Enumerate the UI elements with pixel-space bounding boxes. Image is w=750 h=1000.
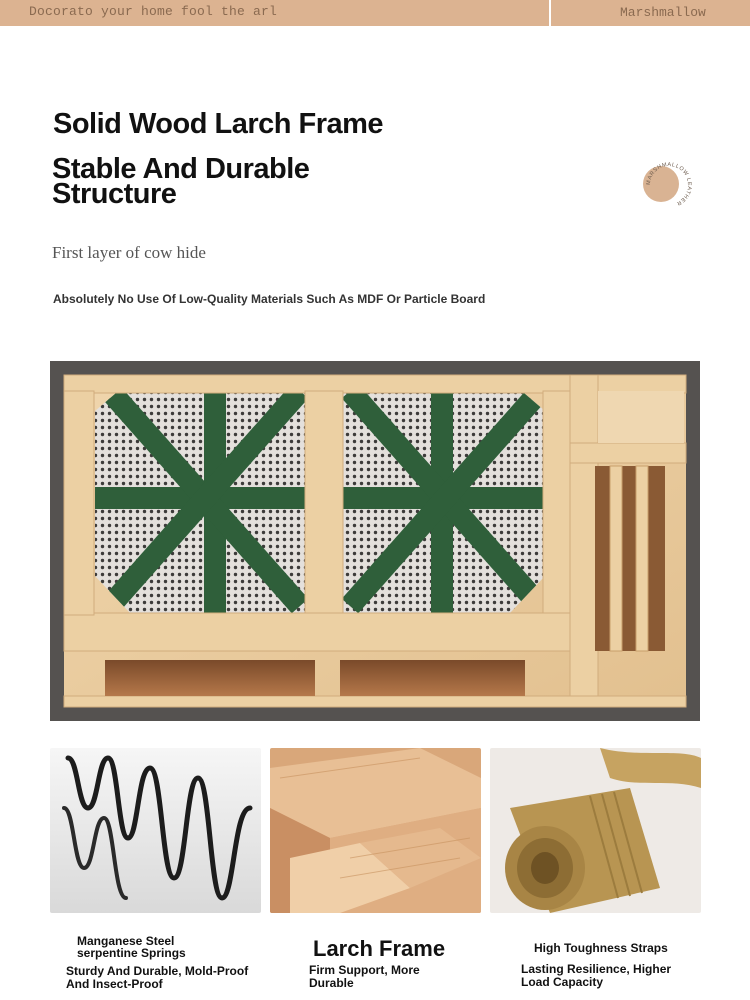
material-note: Absolutely No Use Of Low-Quality Materials Such As MDF Or Particle Board [53,292,486,306]
elastic-strap-photo [490,748,701,913]
feature-straps-title: High Toughness Straps [534,941,668,955]
header-slogan: Docorato your home fool the arl [29,4,278,19]
bottom-slot-left [105,660,315,696]
feature-springs-description: Sturdy And Durable, Mold-Proof And Insect-Proof [66,964,249,991]
left-mesh-panel [90,376,310,621]
header-brand[interactable]: Marshmallow [620,5,706,20]
feature-springs-title: Manganese Steel serpentine Springs [77,934,186,960]
corner-block [598,391,684,443]
feature-larch-title: Larch Frame [313,936,446,961]
header-bar [0,0,750,26]
right-slot-area [595,466,665,651]
larch-frame-illustration [50,361,700,721]
material-subtitle: First layer of cow hide [52,243,206,262]
brand-seal-icon [636,160,702,210]
right-mesh-panel [335,376,550,621]
bottom-slot-right [340,660,525,696]
serpentine-spring-photo [50,748,261,913]
feature-larch-description: Firm Support, More Durable [309,963,420,990]
page-subtitle-heading: Stable And Durable Structure [52,153,310,210]
page-title: Solid Wood Larch Frame [53,108,384,140]
feature-straps-description: Lasting Resilience, Higher Load Capacity [521,962,672,989]
larch-wood-photo [270,748,481,913]
seal-text: MARSHMALLOW LEATHER [645,161,693,207]
header-divider [549,0,551,26]
